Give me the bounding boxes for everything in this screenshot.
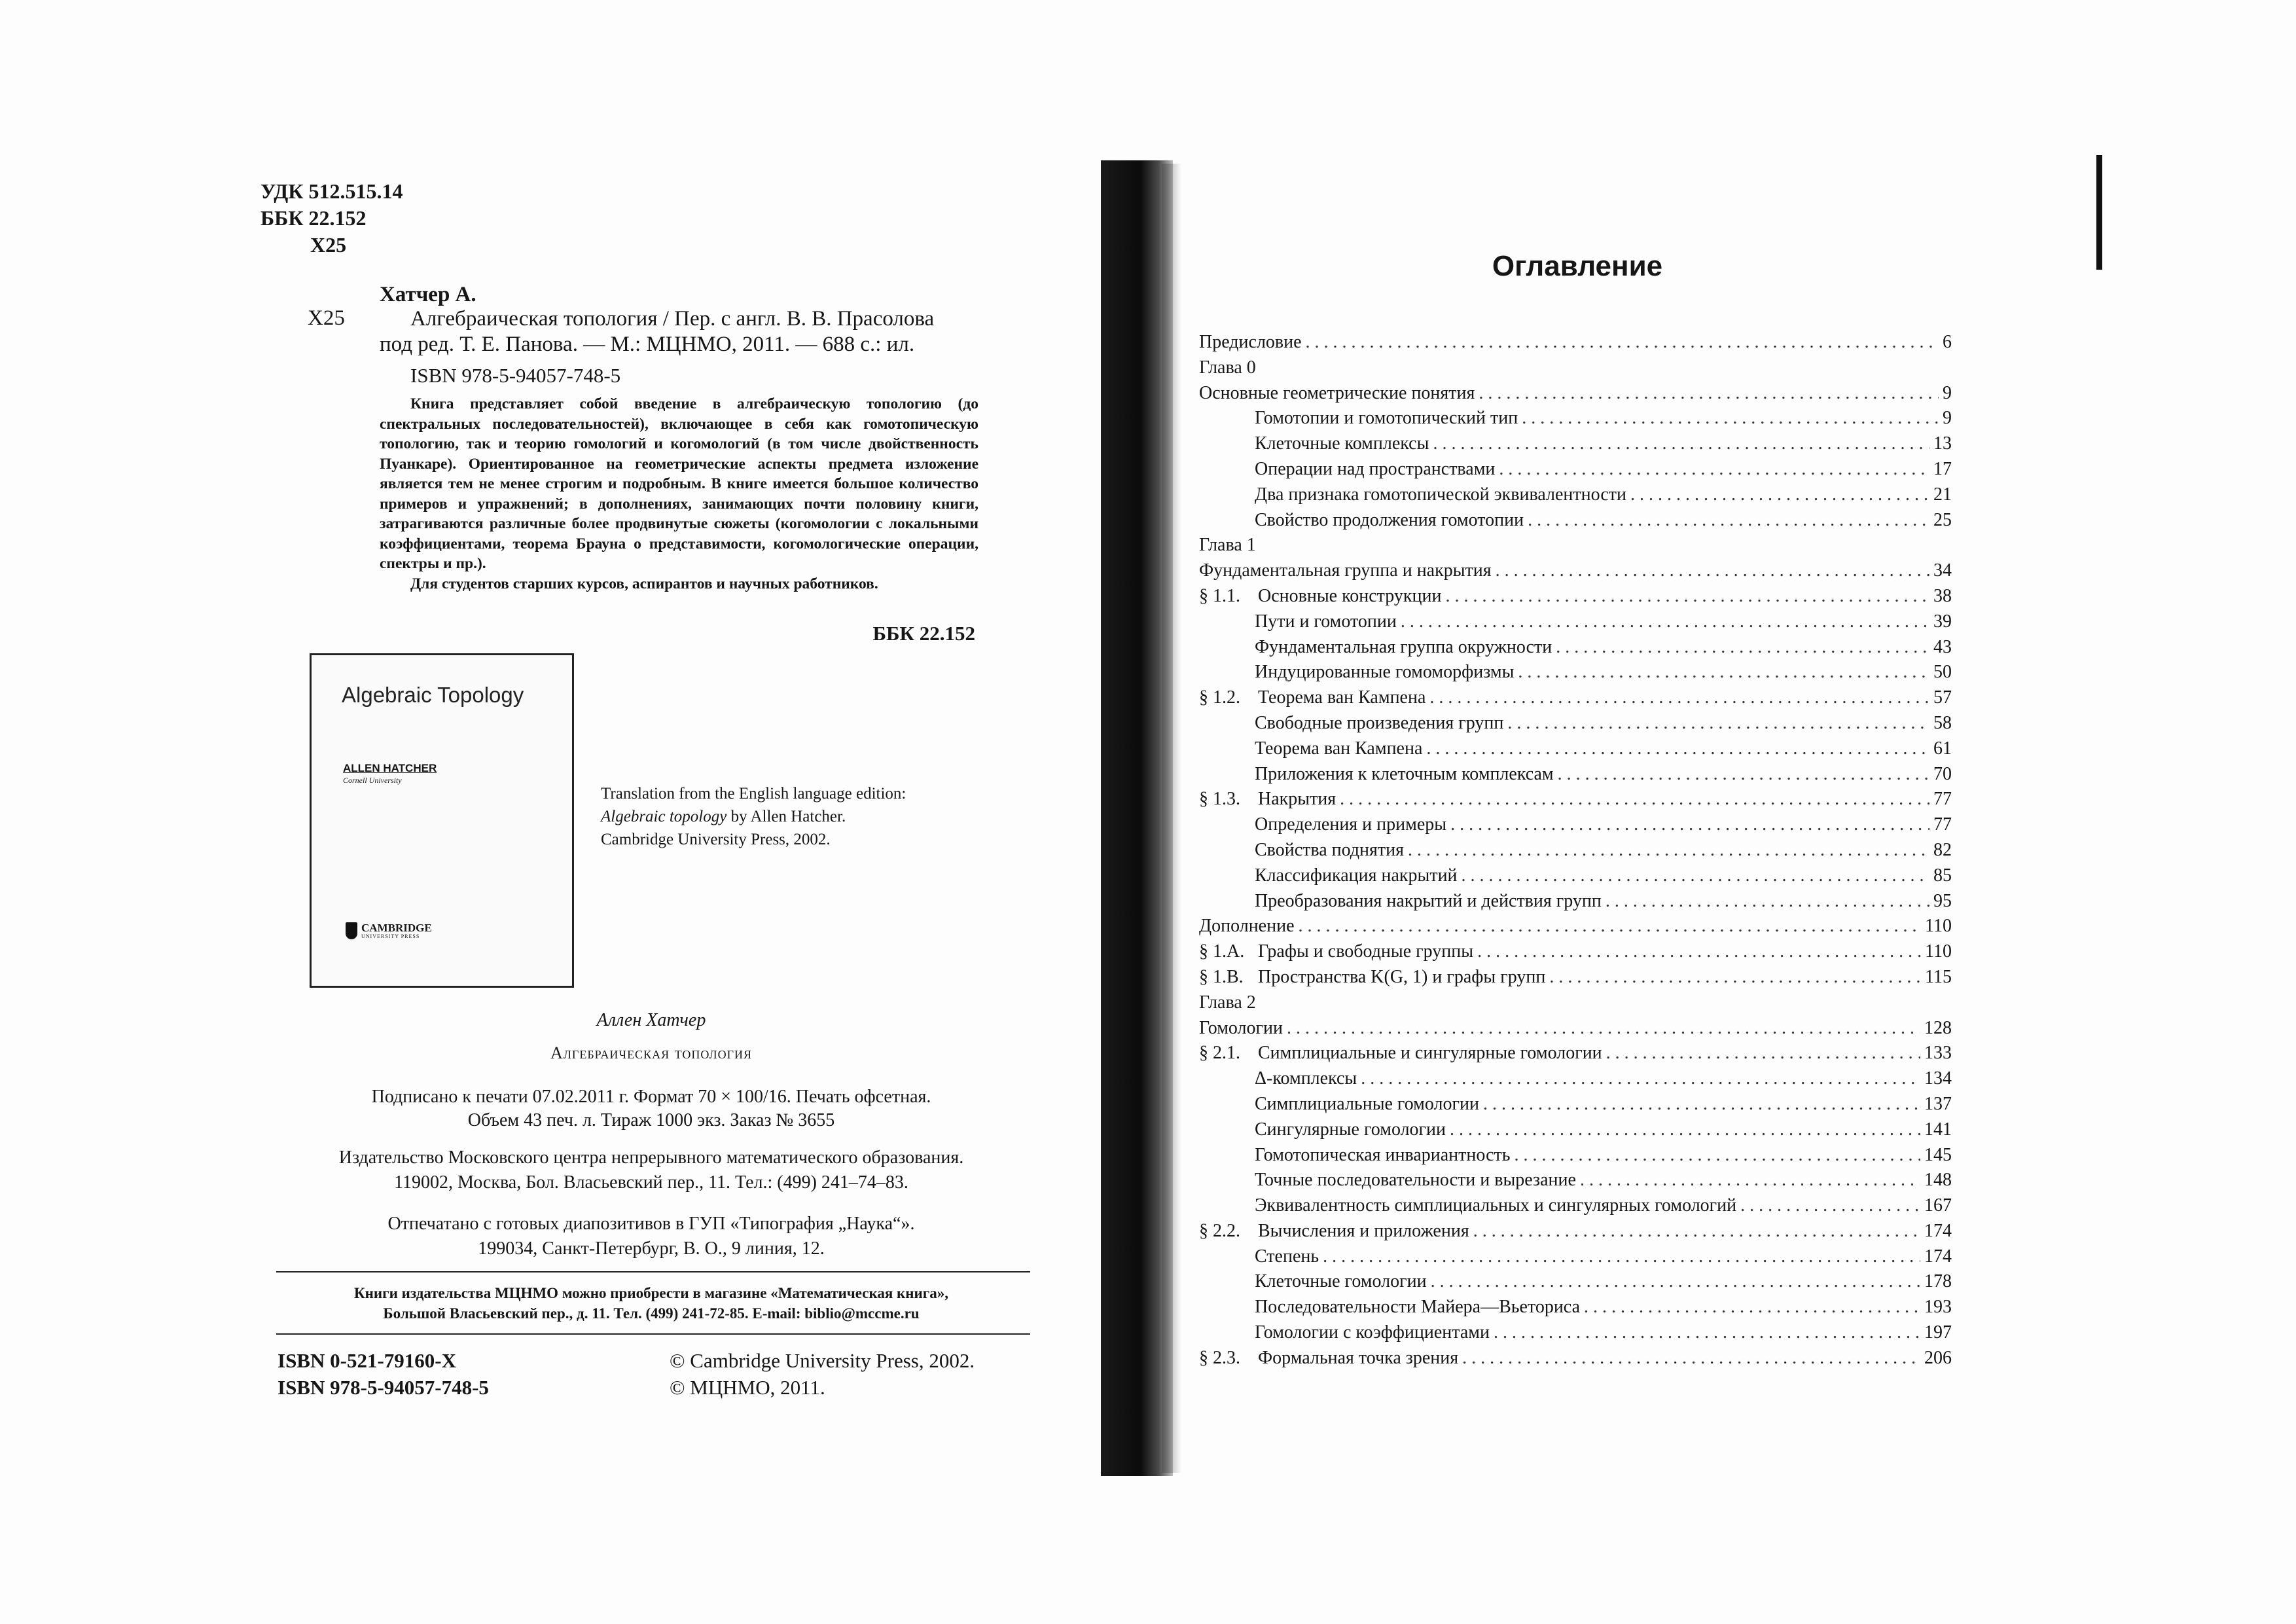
toc-chapter-heading xyxy=(1199,535,1952,560)
toc-leader-dots xyxy=(1602,891,1929,912)
toc-page-number: 133 xyxy=(1924,1043,1952,1064)
toc-leader-dots xyxy=(1426,687,1929,708)
original-cover-image xyxy=(310,653,574,988)
toc-entry-title: Теорема ван Кампена xyxy=(1258,687,1426,708)
toc-entry-title: Два признака гомотопической эквивалентности xyxy=(1255,484,1626,505)
toc-leader-dots xyxy=(1458,1348,1920,1369)
toc-entry-title: Гомотопии и гомотопический тип xyxy=(1255,408,1518,429)
toc-leader-dots xyxy=(1446,814,1929,835)
classification-codes xyxy=(260,178,403,259)
cover-author: ALLEN HATCHER xyxy=(343,762,437,774)
translation-note xyxy=(601,782,906,851)
toc-entry-title: Дополнение xyxy=(1199,916,1295,937)
toc-page-number: 61 xyxy=(1933,738,1952,759)
shop-line-2: Большой Власьевский пер., д. 11. Тел. (499) 241-72-85. E-mail: biblio@mccme.ru xyxy=(383,1305,920,1322)
toc-entry-title: Преобразования накрытий и действия групп xyxy=(1255,890,1602,911)
toc-leader-dots xyxy=(1283,1018,1920,1039)
toc-entry-title: Предисловие xyxy=(1199,332,1302,352)
toc-entry-title: Гомологии xyxy=(1199,1017,1283,1038)
publisher-name: CAMBRIDGE xyxy=(361,921,432,934)
toc-entry-title: Графы и свободные группы xyxy=(1258,941,1474,962)
toc-leader-dots xyxy=(1514,662,1929,683)
toc-page-number: 38 xyxy=(1933,585,1952,606)
toc-section-number: § 1.A. xyxy=(1199,941,1245,962)
toc-page-number: 9 xyxy=(1943,382,1952,403)
bib-line-1: Алгебраическая топология / Пер. с англ. В. В. Прасолова xyxy=(410,307,935,331)
isbn-english: ISBN 0-521-79160-X xyxy=(278,1349,456,1372)
toc-entry-title: Основные конструкции xyxy=(1258,585,1442,606)
toc-leader-dots xyxy=(1503,713,1929,734)
toc-entry-title: Симплициальные и сингулярные гомологии xyxy=(1258,1043,1602,1064)
bibliographic-record xyxy=(380,306,982,357)
toc-leader-dots xyxy=(1626,484,1929,505)
toc-section-number: § 1.2. xyxy=(1199,687,1240,708)
table-of-contents xyxy=(1199,332,1952,1373)
toc-entry xyxy=(1199,764,1952,789)
toc-entry xyxy=(1199,459,1952,484)
bib-line-2: под ред. Т. Е. Панова. — М.: МЦНМО, 2011. — 688 с.: ил. xyxy=(380,333,915,356)
toc-leader-dots xyxy=(1404,840,1929,861)
publisher-line-1: Издательство Московского центра непрерывного математического образования. xyxy=(338,1147,964,1168)
print-details-line-1: Подписано к печати 07.02.2011 г. Формат 70 × 100/16. Печать офсетная. xyxy=(371,1087,931,1107)
toc-page-number: 6 xyxy=(1943,332,1952,352)
toc-entry-title: Симплициальные гомологии xyxy=(1255,1093,1479,1114)
divider xyxy=(276,1333,1030,1335)
toc-entry-title: Степень xyxy=(1255,1246,1319,1267)
toc-entry xyxy=(1199,332,1952,357)
toc-entry-title: Фундаментальная группа окружности xyxy=(1255,636,1552,657)
toc-page-number: 77 xyxy=(1933,789,1952,810)
toc-leader-dots xyxy=(1554,764,1929,785)
toc-chapter-label: Глава 2 xyxy=(1199,992,1256,1013)
copyright-list xyxy=(670,1347,975,1401)
toc-page-number: 137 xyxy=(1924,1093,1952,1114)
toc-leader-dots xyxy=(1397,611,1929,632)
toc-leader-dots xyxy=(1422,738,1929,759)
toc-entry-title: Классификация накрытий xyxy=(1255,865,1458,886)
printer-line-1: Отпечатано с готовых диапозитивов в ГУП «Типография „Наука“». xyxy=(387,1214,915,1234)
original-title: Algebraic topology xyxy=(601,808,727,825)
toc-entry xyxy=(1199,637,1952,662)
imprint-title: Алгебраическая топология xyxy=(550,1043,753,1062)
toc-entry xyxy=(1199,1271,1952,1297)
toc-page-number: 43 xyxy=(1933,636,1952,657)
toc-page-number: 58 xyxy=(1933,712,1952,733)
toc-chapter-label: Глава 1 xyxy=(1199,535,1256,556)
toc-page-number: 70 xyxy=(1933,763,1952,784)
toc-leader-dots xyxy=(1336,789,1929,810)
toc-leader-dots xyxy=(1602,1043,1920,1064)
toc-entry xyxy=(1199,916,1952,941)
toc-leader-dots xyxy=(1580,1297,1920,1318)
toc-entry xyxy=(1199,433,1952,459)
toc-entry-title: Δ-комплексы xyxy=(1255,1068,1357,1089)
toc-entry-title: Фундаментальная группа и накрытия xyxy=(1199,560,1492,581)
toc-page-number: 85 xyxy=(1933,865,1952,886)
publisher-sub: UNIVERSITY PRESS xyxy=(361,933,420,939)
toc-leader-dots xyxy=(1458,865,1929,886)
toc-entry-title: Свободные произведения групп xyxy=(1255,712,1504,733)
toc-entry-title: Вычисления и приложения xyxy=(1258,1220,1469,1241)
audience-text: Для студентов старших курсов, аспирантов и научных работников. xyxy=(410,575,878,592)
annotation-text: Книга представляет собой введение в алгебраическую топологию (до спектральных последовательностей), включающее в себя как гомотопическую топологию, так и теорию гомологий и когомологий (в том числе двойственность Пуанкаре). Ориентированное на геометрические аспекты предмета изложение является тем не менее строгим и подробным. В книге имеется большое количество примеров и упражнений; в дополнениях, занимающих почти половину книги, затрагиваются различные более продвинутые сюжеты (когомологии с локальными коэффициентами, теорема Брауна о представимости, когомологические операции, спектры и пр.). xyxy=(380,395,978,572)
toc-leader-dots xyxy=(1427,1271,1920,1292)
toc-page-number: 110 xyxy=(1925,916,1952,937)
toc-entry xyxy=(1199,1068,1952,1094)
toc-entry xyxy=(1199,510,1952,535)
toc-leader-dots xyxy=(1429,433,1929,454)
toc-entry xyxy=(1199,1145,1952,1170)
toc-leader-dots xyxy=(1511,1145,1921,1166)
toc-leader-dots xyxy=(1495,459,1929,480)
toc-section-number: § 1.B. xyxy=(1199,966,1244,987)
toc-entry-title: Операции над пространствами xyxy=(1255,458,1496,479)
toc-leader-dots xyxy=(1736,1195,1920,1216)
toc-chapter-heading xyxy=(1199,357,1952,383)
toc-section-number: § 1.1. xyxy=(1199,585,1240,606)
toc-entry-title: Гомологии с коэффициентами xyxy=(1255,1322,1490,1343)
toc-entry xyxy=(1199,687,1952,713)
toc-entry xyxy=(1199,1094,1952,1119)
toc-entry xyxy=(1199,1018,1952,1043)
toc-entry xyxy=(1199,1348,1952,1373)
toc-heading: Оглавление xyxy=(1492,250,1663,282)
isbn-russian: ISBN 978-5-94057-748-5 xyxy=(278,1376,489,1399)
toc-entry-title: Точные последовательности и вырезание xyxy=(1255,1170,1576,1191)
toc-page-number: 25 xyxy=(1933,509,1952,530)
toc-entry-title: Накрытия xyxy=(1258,789,1336,810)
toc-entry xyxy=(1199,713,1952,738)
toc-entry-title: Приложения к клеточным комплексам xyxy=(1255,763,1554,784)
toc-page-number: 39 xyxy=(1933,611,1952,632)
toc-page-number: 115 xyxy=(1925,966,1952,987)
toc-leader-dots xyxy=(1475,383,1939,404)
publisher-line-2: 119002, Москва, Бол. Власьевский пер., 11. Тел.: (499) 241–74–83. xyxy=(394,1172,908,1193)
translation-line-3: Cambridge University Press, 2002. xyxy=(601,831,831,848)
toc-entry xyxy=(1199,814,1952,840)
toc-entry xyxy=(1199,560,1952,586)
publisher-info xyxy=(262,1146,1041,1195)
toc-leader-dots xyxy=(1576,1170,1920,1191)
toc-entry-title: Клеточные комплексы xyxy=(1255,433,1429,454)
toc-entry-title: Формальная точка зрения xyxy=(1258,1347,1459,1368)
toc-entry-title: Основные геометрические понятия xyxy=(1199,382,1475,403)
toc-entry xyxy=(1199,1221,1952,1246)
toc-leader-dots xyxy=(1469,1221,1920,1242)
printer-line-2: 199034, Санкт-Петербург, В. О., 9 линия, 12. xyxy=(478,1238,825,1259)
toc-entry xyxy=(1199,383,1952,408)
toc-page-number: 128 xyxy=(1924,1017,1952,1038)
toc-entry xyxy=(1199,1297,1952,1322)
toc-entry-title: Пути и гомотопии xyxy=(1255,611,1397,632)
toc-entry-title: Сингулярные гомологии xyxy=(1255,1119,1446,1140)
toc-leader-dots xyxy=(1473,941,1921,962)
toc-entry-title: Определения и примеры xyxy=(1255,814,1447,835)
author-sign-margin: Х25 xyxy=(308,306,345,330)
translation-line-1: Translation from the English language edition: xyxy=(601,785,906,803)
toc-entry-title: Гомотопическая инвариантность xyxy=(1255,1144,1511,1165)
toc-page-number: 148 xyxy=(1924,1170,1952,1191)
original-author: by Allen Hatcher. xyxy=(726,808,846,825)
toc-entry xyxy=(1199,662,1952,687)
toc-entry xyxy=(1199,865,1952,891)
toc-entry-title: Индуцированные гомоморфизмы xyxy=(1255,662,1515,683)
toc-entry xyxy=(1199,1043,1952,1068)
toc-section-number: § 2.2. xyxy=(1199,1220,1240,1241)
toc-entry-title: Пространства K(G, 1) и графы групп xyxy=(1258,966,1546,987)
toc-page-number: 134 xyxy=(1924,1068,1952,1089)
toc-page-number: 167 xyxy=(1924,1195,1952,1216)
toc-page-number: 145 xyxy=(1924,1144,1952,1165)
toc-entry-title: Клеточные гомологии xyxy=(1255,1271,1427,1292)
toc-leader-dots xyxy=(1479,1094,1920,1115)
scan-edge-mark xyxy=(2096,155,2102,270)
toc-leader-dots xyxy=(1524,510,1929,531)
toc-leader-dots xyxy=(1446,1119,1920,1140)
toc-leader-dots xyxy=(1295,916,1922,937)
toc-page-number: 193 xyxy=(1924,1297,1952,1318)
toc-section-number: § 2.3. xyxy=(1199,1347,1240,1368)
toc-entry xyxy=(1199,967,1952,992)
copyright-cambridge: © Cambridge University Press, 2002. xyxy=(670,1349,975,1372)
toc-entry xyxy=(1199,611,1952,637)
isbn-list xyxy=(278,1347,489,1401)
bbk-code-bottom: ББК 22.152 xyxy=(872,622,975,645)
toc-page-number: 174 xyxy=(1924,1246,1952,1267)
toc-section-number: § 2.1. xyxy=(1199,1043,1240,1064)
toc-entry-title: Последовательности Майера—Вьеториса xyxy=(1255,1297,1580,1318)
toc-entry xyxy=(1199,840,1952,865)
toc-entry-title: Свойство продолжения гомотопии xyxy=(1255,509,1524,530)
toc-page-number: 21 xyxy=(1933,484,1952,505)
shop-info xyxy=(262,1283,1041,1324)
copyright-mccme: © МЦНМО, 2011. xyxy=(670,1376,825,1399)
toc-page-number: 95 xyxy=(1933,890,1952,911)
toc-leader-dots xyxy=(1492,560,1929,581)
toc-entry xyxy=(1199,1119,1952,1145)
cover-title: Algebraic Topology xyxy=(342,683,524,707)
annotation xyxy=(380,394,978,594)
toc-page-number: 9 xyxy=(1943,408,1952,429)
isbn-record: ISBN 978-5-94057-748-5 xyxy=(410,364,621,387)
toc-leader-dots xyxy=(1319,1246,1920,1267)
shop-line-1: Книги издательства МЦНМО можно приобрести в магазине «Математическая книга», xyxy=(353,1285,949,1301)
toc-entry xyxy=(1199,941,1952,967)
spine-edge-shadow xyxy=(1162,164,1181,1473)
toc-chapter-heading xyxy=(1199,992,1952,1018)
toc-entry xyxy=(1199,789,1952,814)
toc-entry-title: Теорема ван Кампена xyxy=(1255,738,1423,759)
toc-entry xyxy=(1199,738,1952,764)
shield-icon xyxy=(346,922,357,939)
imprint-author: Аллен Хатчер xyxy=(596,1010,706,1030)
toc-leader-dots xyxy=(1518,408,1939,429)
toc-page-number: 178 xyxy=(1924,1271,1952,1292)
toc-page-number: 141 xyxy=(1924,1119,1952,1140)
toc-entry-title: Эквивалентность симплициальных и сингулярных гомологий xyxy=(1255,1195,1737,1216)
toc-section-number: § 1.3. xyxy=(1199,789,1240,810)
toc-entry xyxy=(1199,891,1952,916)
toc-page-number: 82 xyxy=(1933,839,1952,860)
toc-entry xyxy=(1199,408,1952,433)
toc-page-number: 77 xyxy=(1933,814,1952,835)
toc-leader-dots xyxy=(1490,1322,1920,1343)
toc-leader-dots xyxy=(1441,586,1929,607)
toc-entry xyxy=(1199,1195,1952,1221)
toc-entry xyxy=(1199,586,1952,611)
toc-entry xyxy=(1199,484,1952,510)
author-sign: Х25 xyxy=(310,233,347,257)
toc-page-number: 17 xyxy=(1933,458,1952,479)
toc-leader-dots xyxy=(1302,332,1939,353)
toc-page-number: 110 xyxy=(1925,941,1952,962)
toc-page-number: 206 xyxy=(1924,1347,1952,1368)
toc-chapter-label: Глава 0 xyxy=(1199,357,1256,378)
toc-leader-dots xyxy=(1552,637,1929,658)
toc-leader-dots xyxy=(1357,1068,1920,1089)
udk-code: УДК 512.515.14 xyxy=(260,179,403,203)
printer-info xyxy=(262,1212,1041,1261)
toc-page-number: 50 xyxy=(1933,662,1952,683)
toc-page-number: 57 xyxy=(1933,687,1952,708)
toc-entry xyxy=(1199,1170,1952,1195)
translation-line-2 xyxy=(601,805,906,828)
print-details xyxy=(262,1085,1041,1132)
toc-page-number: 13 xyxy=(1933,433,1952,454)
toc-entry xyxy=(1199,1322,1952,1348)
bbk-code: ББК 22.152 xyxy=(260,206,367,230)
toc-page-number: 34 xyxy=(1933,560,1952,581)
toc-page-number: 197 xyxy=(1924,1322,1952,1343)
toc-leader-dots xyxy=(1545,967,1921,988)
cambridge-logo xyxy=(346,922,432,939)
toc-entry-title: Свойства поднятия xyxy=(1255,839,1405,860)
toc-page-number: 174 xyxy=(1924,1220,1952,1241)
toc-entry xyxy=(1199,1246,1952,1272)
author-name: Хатчер А. xyxy=(380,283,476,306)
cover-affiliation: Cornell University xyxy=(343,776,402,785)
divider xyxy=(276,1271,1030,1272)
print-details-line-2: Объем 43 печ. л. Тираж 1000 экз. Заказ № 3655 xyxy=(467,1110,835,1130)
